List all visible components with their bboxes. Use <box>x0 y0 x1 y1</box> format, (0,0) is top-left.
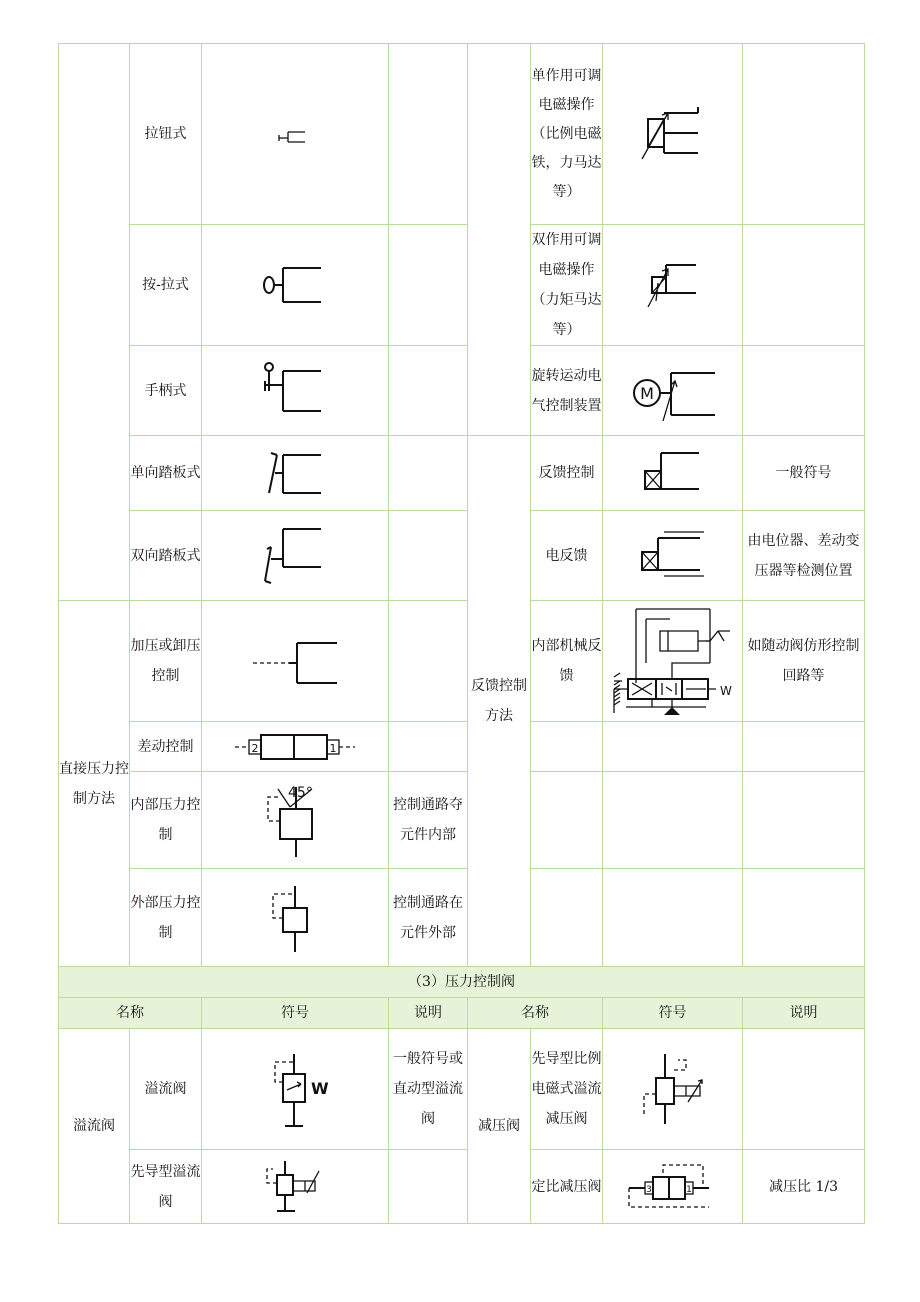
pressurize-icon <box>245 633 345 689</box>
rotary-symbol <box>603 346 743 436</box>
double-pedal-name: 双向踏板式 <box>130 511 202 601</box>
prop-reducing-symbol <box>603 1029 743 1150</box>
external-pressure-note: 控制通路在元件外部 <box>389 869 468 967</box>
push-pull-symbol <box>202 225 389 346</box>
empty-cell <box>531 869 603 967</box>
section-title: （3）压力控制阀 <box>59 967 865 998</box>
single-pedal-icon <box>255 447 335 499</box>
feedback-symbol <box>603 436 743 511</box>
header-note-left: 说明 <box>389 998 468 1029</box>
empty-cell <box>531 722 603 772</box>
pilot-relief-valve-icon <box>255 1155 335 1219</box>
table-row <box>59 436 865 511</box>
section-title-row <box>59 967 865 998</box>
mech-feedback-symbol <box>603 601 743 722</box>
external-pressure-symbol <box>202 869 389 967</box>
header-symbol-right: 符号 <box>603 998 743 1029</box>
symbol-table <box>58 43 865 1224</box>
table-row <box>59 511 865 601</box>
relief-symbol <box>202 1029 389 1150</box>
ratio-port-left: 3 <box>645 1184 652 1195</box>
motor-letter: M <box>639 383 654 403</box>
empty-cell <box>743 44 865 225</box>
feedback-name: 反馈控制 <box>531 436 603 511</box>
internal-pressure-icon <box>250 777 340 863</box>
pull-knob-icon <box>275 122 315 146</box>
external-pressure-icon <box>265 878 325 958</box>
electric-feedback-note: 由电位器、差动变压器等检测位置 <box>743 511 865 601</box>
handle-name: 手柄式 <box>130 346 202 436</box>
table-row <box>59 346 865 436</box>
table-row <box>59 869 865 967</box>
internal-pressure-note: 控制通路夺元件内部 <box>389 772 468 869</box>
electric-feedback-symbol <box>603 511 743 601</box>
empty-cell <box>743 869 865 967</box>
feedback-note: 一般符号 <box>743 436 865 511</box>
table-row <box>59 1150 865 1224</box>
empty-cell <box>743 346 865 436</box>
feedback-group-name: 反馈控制方法 <box>468 436 531 967</box>
single-pedal-symbol <box>202 436 389 511</box>
ratio-port-right: 1 <box>685 1184 692 1195</box>
pressurize-symbol <box>202 601 389 722</box>
rotary-name: 旋转运动电气控制装置 <box>531 346 603 436</box>
push-pull-icon <box>255 260 335 310</box>
single-pedal-name: 单向踏板式 <box>130 436 202 511</box>
empty-cell <box>603 722 743 772</box>
mech-feedback-name: 内部机械反馈 <box>531 601 603 722</box>
single-solenoid-symbol <box>603 44 743 225</box>
internal-pressure-name: 内部压力控制 <box>130 772 202 869</box>
table-row <box>59 1029 865 1150</box>
relief-valve-icon <box>255 1044 335 1134</box>
angle-label: 45° <box>288 785 313 801</box>
empty-cell <box>389 225 468 346</box>
handle-symbol <box>202 346 389 436</box>
empty-cell <box>531 772 603 869</box>
empty-cell <box>389 44 468 225</box>
ratio-reducing-name: 定比减压阀 <box>531 1150 603 1224</box>
table-row <box>59 44 865 225</box>
empty-cell <box>389 346 468 436</box>
prop-reducing-name: 先导型比例电磁式溢流减压阀 <box>531 1029 603 1150</box>
double-solenoid-name: 双作用可调电磁操作（力矩马达等） <box>531 225 603 346</box>
differential-port-left: 2 <box>251 741 259 755</box>
empty-cell <box>603 772 743 869</box>
external-pressure-name: 外部压力控制 <box>130 869 202 967</box>
header-row <box>59 998 865 1029</box>
double-pedal-symbol <box>202 511 389 601</box>
table-row <box>59 722 865 772</box>
proportional-reducing-valve-icon <box>628 1044 718 1134</box>
differential-icon <box>235 731 355 763</box>
pilot-relief-name: 先导型溢流阀 <box>130 1150 202 1224</box>
empty-cell <box>743 722 865 772</box>
pilot-relief-symbol <box>202 1150 389 1224</box>
feedback-icon <box>633 447 713 499</box>
empty-cell <box>389 511 468 601</box>
header-name-left: 名称 <box>59 998 202 1029</box>
table-row <box>59 601 865 722</box>
mechanical-feedback-icon <box>610 603 736 719</box>
reducing-group-name: 减压阀 <box>468 1029 531 1224</box>
empty-cell <box>603 869 743 967</box>
empty-cell <box>389 1150 468 1224</box>
differential-symbol <box>202 722 389 772</box>
header-note-right: 说明 <box>743 998 865 1029</box>
handle-icon <box>255 359 335 423</box>
proportional-solenoid-icon <box>628 99 718 169</box>
pressurize-name: 加压或卸压控制 <box>130 601 202 722</box>
table-row <box>59 772 865 869</box>
empty-cell <box>389 722 468 772</box>
ratio-reducing-valve-icon <box>623 1155 723 1219</box>
electric-feedback-name: 电反馈 <box>531 511 603 601</box>
header-name-right: 名称 <box>468 998 603 1029</box>
push-pull-name: 按-拉式 <box>130 225 202 346</box>
double-solenoid-symbol <box>603 225 743 346</box>
spring-letter: W <box>719 684 732 698</box>
empty-cell <box>389 436 468 511</box>
mech-feedback-note: 如随动阀仿形控制回路等 <box>743 601 865 722</box>
single-solenoid-name: 单作用可调电磁操作（比例电磁铁，力马达等） <box>531 44 603 225</box>
relief-group-name: 溢流阀 <box>59 1029 130 1224</box>
motor-control-icon <box>623 353 723 429</box>
differential-port-right: 1 <box>329 741 337 755</box>
differential-name: 差动控制 <box>130 722 202 772</box>
electric-feedback-icon <box>628 526 718 586</box>
pull-knob-name: 拉钮式 <box>130 44 202 225</box>
relief-spring-letter: W <box>311 1079 329 1098</box>
double-pedal-icon <box>255 523 335 589</box>
empty-cell <box>743 772 865 869</box>
empty-cell <box>743 225 865 346</box>
empty-cell <box>389 601 468 722</box>
pull-knob-symbol <box>202 44 389 225</box>
group-cell-empty <box>59 44 130 601</box>
empty-cell <box>468 44 531 436</box>
double-proportional-solenoid-icon <box>638 257 708 313</box>
direct-group-name: 直接压力控制方法 <box>59 601 130 967</box>
ratio-reducing-note: 减压比 1/3 <box>743 1150 865 1224</box>
relief-note: 一般符号或直动型溢流阀 <box>389 1029 468 1150</box>
empty-cell <box>743 1029 865 1150</box>
header-symbol-left: 符号 <box>202 998 389 1029</box>
relief-name: 溢流阀 <box>130 1029 202 1150</box>
ratio-reducing-symbol <box>603 1150 743 1224</box>
table-row <box>59 225 865 346</box>
internal-pressure-symbol <box>202 772 389 869</box>
